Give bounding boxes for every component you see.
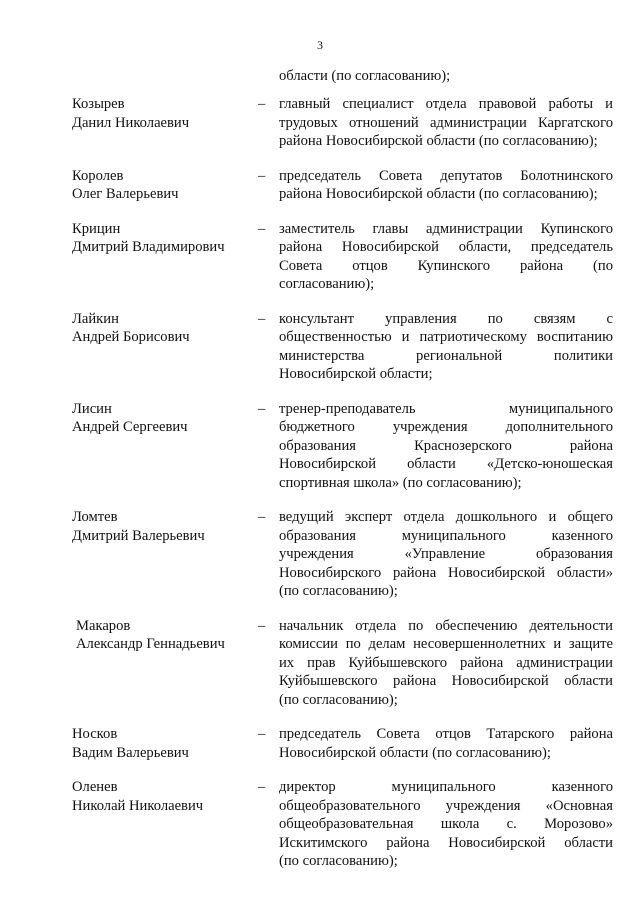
member-position — [279, 310, 613, 384]
member-dash: – — [258, 96, 266, 112]
member-name — [72, 508, 252, 545]
member-list — [0, 95, 640, 887]
member-surname: Крицин — [72, 220, 121, 237]
member-name — [72, 310, 252, 347]
position-line: председатель Совета депутатов Болотнинского — [279, 167, 613, 184]
member-entry — [0, 508, 640, 601]
position-line: образования муниципального казенного — [279, 527, 613, 544]
member-entry — [0, 167, 640, 204]
position-line: (по согласованию); — [279, 583, 398, 599]
member-given-name: Андрей Сергеевич — [72, 419, 188, 435]
position-line: района Новосибирской области, председатель — [279, 239, 613, 255]
member-surname: Лисин — [72, 400, 112, 417]
member-name — [72, 95, 252, 132]
member-surname: Носков — [72, 726, 118, 742]
member-given-name: Николай Николаевич — [72, 797, 204, 814]
position-line: их прав Куйбышевского района администрации — [279, 654, 613, 671]
member-given-name: Вадим Валерьевич — [72, 744, 189, 761]
member-given-name: Дмитрий Валерьевич — [72, 527, 205, 544]
position-line: Новосибирской области (по согласованию); — [279, 744, 551, 761]
position-line: спортивная школа» (по согласованию); — [279, 474, 522, 491]
position-line: (по согласованию); — [279, 853, 398, 869]
member-position — [279, 400, 613, 493]
member-name — [72, 400, 252, 437]
member-dash: – — [258, 310, 266, 327]
position-line: учреждения «Управление образования — [279, 546, 613, 562]
member-entry — [0, 220, 640, 294]
position-line: общеобразовательная школа с. Морозово» — [279, 816, 613, 832]
member-position — [279, 617, 613, 710]
member-dash: – — [258, 617, 266, 634]
position-line: комиссии по делам несовершеннолетних и защите — [279, 636, 613, 652]
member-entry — [0, 310, 640, 384]
member-entry — [0, 95, 640, 151]
page-number: 3 — [317, 38, 323, 52]
member-surname: Оленев — [72, 779, 118, 795]
position-line: района Новосибирской области (по согласованию); — [279, 133, 598, 149]
position-line: общеобразовательного учреждения «Основная — [279, 797, 613, 814]
position-line: консультант управления по связям с — [279, 310, 613, 327]
member-name — [72, 167, 252, 204]
member-surname: Лайкин — [72, 310, 119, 327]
position-line: тренер-преподаватель муниципального — [279, 400, 613, 417]
position-line: Новосибирского района Новосибирской области» — [279, 564, 613, 581]
member-given-name: Данил Николаевич — [72, 114, 190, 131]
member-given-name: Александр Геннадьевич — [76, 636, 225, 652]
position-line: трудовых отношений администрации Каргатского — [279, 114, 613, 131]
position-line: начальник отдела по обеспечению деятельности — [279, 617, 613, 634]
member-entry — [0, 725, 640, 762]
member-position — [279, 220, 613, 294]
member-surname: Макаров — [76, 617, 131, 634]
continuation-text: области (по согласованию); — [279, 68, 451, 84]
member-entry — [0, 617, 640, 710]
member-dash: – — [258, 167, 266, 184]
position-line: Куйбышевского района Новосибирской области — [279, 673, 613, 689]
position-line: Новосибирской области; — [279, 366, 433, 382]
position-line: района Новосибирской области (по согласованию); — [279, 186, 598, 202]
member-position — [279, 508, 613, 601]
position-line: главный специалист отдела правовой работы и — [279, 96, 613, 112]
member-surname: Ломтев — [72, 509, 118, 525]
position-line: Искитимского района Новосибирской области — [279, 834, 613, 851]
member-position — [279, 725, 613, 762]
member-dash: – — [258, 779, 266, 795]
position-line: заместитель главы администрации Купинского — [279, 220, 613, 237]
member-position — [279, 95, 613, 151]
member-name — [72, 725, 252, 762]
position-line: Совета отцов Купинского района (по — [279, 257, 613, 274]
member-dash: – — [258, 509, 266, 525]
member-dash: – — [258, 220, 266, 237]
position-line: председатель Совета отцов Татарского района — [279, 726, 613, 742]
position-line: бюджетного учреждения дополнительного — [279, 419, 613, 435]
member-dash: – — [258, 726, 266, 742]
member-entry — [0, 778, 640, 871]
position-line: министерства региональной политики — [279, 347, 613, 364]
member-given-name: Дмитрий Владимирович — [72, 239, 225, 255]
member-entry — [0, 400, 640, 493]
position-line: директор муниципального казенного — [279, 779, 613, 795]
member-dash: – — [258, 400, 266, 417]
position-line: образования Краснозерского района — [279, 437, 613, 454]
position-line: ведущий эксперт отдела дошкольного и общего — [279, 509, 613, 525]
position-line: согласованию); — [279, 276, 375, 292]
member-name — [72, 220, 252, 257]
member-surname: Козырев — [72, 96, 125, 112]
position-line: (по согласованию); — [279, 691, 398, 708]
member-name — [72, 778, 252, 815]
member-position — [279, 167, 613, 204]
member-given-name: Олег Валерьевич — [72, 186, 179, 202]
member-name — [76, 617, 256, 654]
position-line: общественностью и патриотическому воспитанию — [279, 329, 613, 345]
member-surname: Королев — [72, 167, 124, 184]
member-position — [279, 778, 613, 871]
position-line: Новосибирской области «Детско-юношеская — [279, 456, 613, 472]
member-given-name: Андрей Борисович — [72, 329, 190, 345]
